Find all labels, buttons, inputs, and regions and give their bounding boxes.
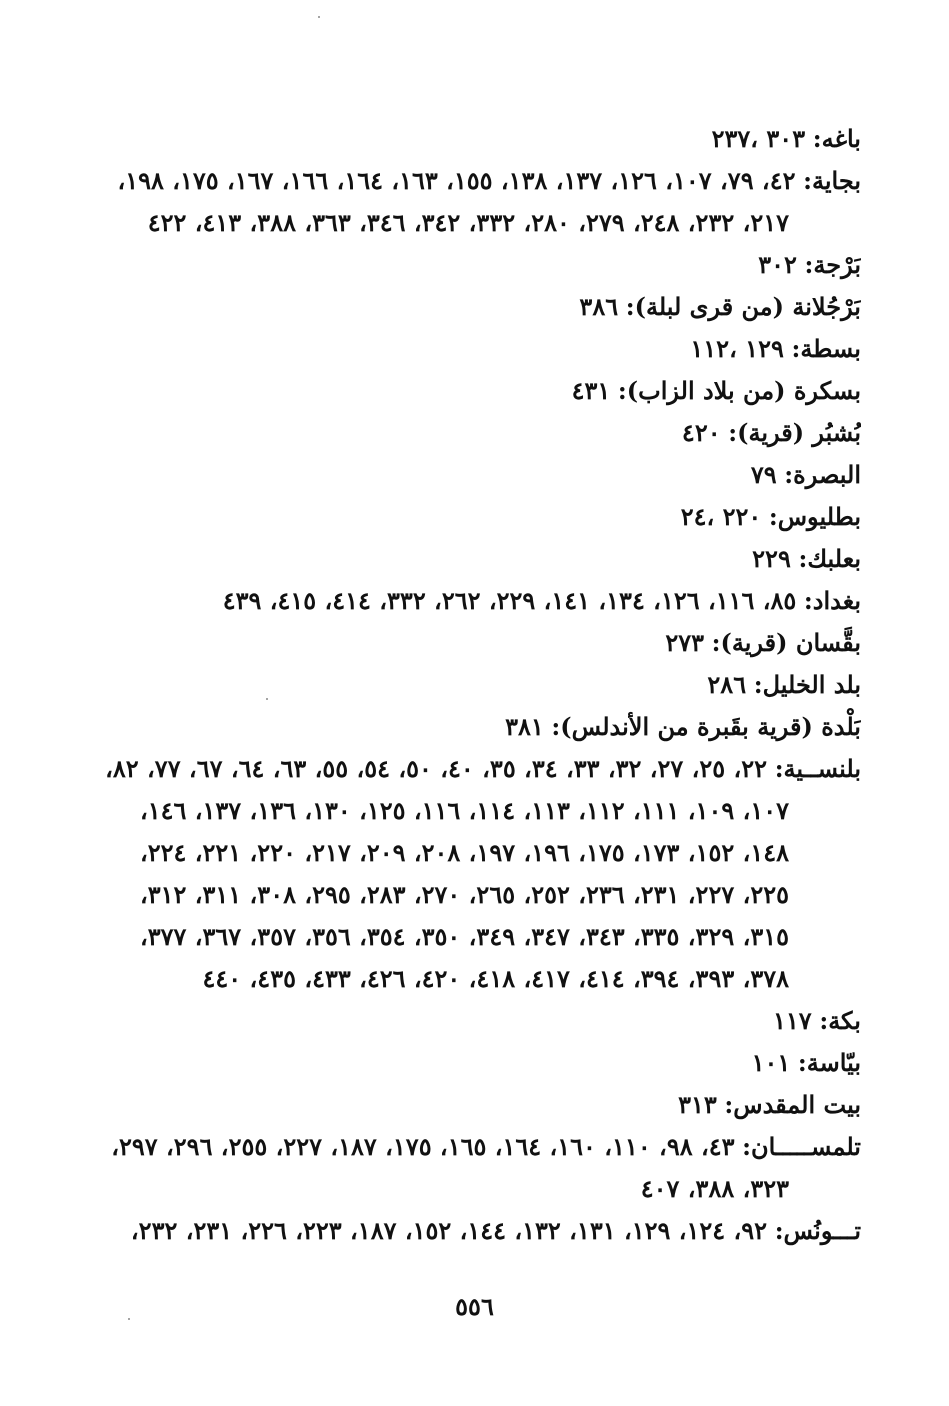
entry-pages: ٢٢٥، ٢٢٧، ٢٣١، ٢٣٦، ٢٥٢، ٢٦٥، ٢٧٠، ٢٨٣، ٢٩٥، ٣٠٨، ٣١١، ٣١٢،: [139, 880, 789, 909]
entry-continuation-line: [71, 790, 861, 832]
entry-continuation-line: [71, 874, 861, 916]
entry-pages: ٣٨٦: [579, 292, 619, 321]
entry-pages: ٣٢٣، ٣٨٨، ٤٠٧: [640, 1174, 789, 1203]
entry-pages: ٨٥، ١١٦، ١٢٦، ١٣٤، ١٤١، ٢٢٩، ٢٦٢، ٣٣٢، ٤١٤، ٤١٥، ٤٣٩: [222, 586, 797, 615]
index-entry: [71, 748, 861, 1000]
index-entry: [71, 664, 861, 706]
index-entry: [71, 118, 861, 160]
entry-pages: ٧٩: [750, 460, 777, 489]
entry-head: باغه:: [812, 124, 861, 153]
entry-pages: ٢٢٠ ،٢٤: [680, 502, 762, 531]
entry-continuation-line: [71, 202, 861, 244]
entry-line: [71, 370, 861, 412]
scan-speck: [266, 698, 268, 700]
index-entry: [71, 286, 861, 328]
entry-pages: ٢١٧، ٢٣٢، ٢٤٨، ٢٧٩، ٢٨٠، ٣٣٢، ٣٤٢، ٣٤٦، ٣٦٣، ٣٨٨، ٤١٣، ٤٢٢: [147, 208, 789, 237]
entry-head: بُشبُر (قرية):: [728, 418, 861, 447]
index-entry: [71, 1084, 861, 1126]
entry-line: [71, 160, 861, 202]
entry-head: بيت المقدس:: [724, 1090, 861, 1119]
entry-pages: ٣٠٣ ،٢٣٧: [711, 124, 806, 153]
entry-head: بَرْجُلانة (من قرى لبلة):: [625, 292, 861, 321]
entry-line: [71, 1084, 861, 1126]
index-entry: [71, 1126, 861, 1210]
index-entry: [71, 1000, 861, 1042]
entry-line: [71, 1126, 861, 1168]
entry-head: بكة:: [819, 1006, 861, 1035]
entry-continuation-line: [71, 916, 861, 958]
entry-head: بَرْجة:: [804, 250, 861, 279]
entry-pages: ٤٣١: [571, 376, 611, 405]
index-entry: [71, 706, 861, 748]
entry-line: [71, 748, 861, 790]
entry-pages: ٢٢٩: [752, 544, 791, 573]
entry-pages: ٢٢، ٢٥، ٢٧، ٣٢، ٣٣، ٣٤، ٣٥، ٤٠، ٥٠، ٥٤، ٥٥، ٦٣، ٦٤، ٦٧، ٧٧، ٨٢،: [105, 754, 768, 783]
entry-head: بقَّسان (قرية):: [711, 628, 861, 657]
entry-pages: ٢٧٣: [665, 628, 704, 657]
entry-head: بلنســية:: [774, 754, 861, 783]
entry-head: البصرة:: [784, 460, 861, 489]
entry-pages: ١١٧: [773, 1006, 812, 1035]
index-entry: [71, 538, 861, 580]
entry-pages: ١٠٧، ١٠٩، ١١١، ١١٢، ١١٣، ١١٤، ١١٦، ١٢٥، ١٣٠، ١٣٦، ١٣٧، ١٤٦،: [139, 796, 789, 825]
entry-pages: ٢٨٦: [707, 670, 747, 699]
entry-pages: ٣٨١: [505, 712, 544, 741]
entry-line: [71, 328, 861, 370]
page-number: ٥٥٦: [455, 1292, 494, 1321]
entry-line: [71, 664, 861, 706]
index-entry: [71, 622, 861, 664]
entry-head: تـــونُس:: [774, 1216, 861, 1245]
entry-line: [71, 1210, 861, 1252]
scan-speck: [318, 16, 320, 18]
entry-head: بلد الخليل:: [753, 670, 861, 699]
entry-pages: ٣٠٢: [758, 250, 797, 279]
entry-continuation-line: [71, 832, 861, 874]
entry-line: [71, 622, 861, 664]
entry-pages: ٩٢، ١٢٤، ١٢٩، ١٣١، ١٣٢، ١٤٤، ١٥٢، ١٨٧، ٢٢٣، ٢٢٦، ٢٣١، ٢٣٢،: [130, 1216, 768, 1245]
entry-line: [71, 118, 861, 160]
index-entry: [71, 370, 861, 412]
entry-line: [71, 286, 861, 328]
entry-pages: ٣١٣: [678, 1090, 717, 1119]
index-entry: [71, 1042, 861, 1084]
entry-pages: ٣٧٨، ٣٩٣، ٣٩٤، ٤١٤، ٤١٧، ٤١٨، ٤٢٠، ٤٢٦، ٤٣٣، ٤٣٥، ٤٤٠: [202, 964, 789, 993]
place-index-list: [71, 118, 861, 1252]
entry-line: [71, 706, 861, 748]
entry-head: بَلْدة (قرية بقَبرة من الأندلس):: [551, 712, 861, 741]
index-entry: [71, 454, 861, 496]
entry-line: [71, 496, 861, 538]
index-entry: [71, 244, 861, 286]
index-entry: [71, 496, 861, 538]
entry-line: [71, 412, 861, 454]
entry-head: بيّاسة:: [797, 1048, 861, 1077]
index-entry: [71, 580, 861, 622]
scan-speck: [128, 1318, 130, 1320]
entry-head: تلمســـــان:: [742, 1132, 861, 1161]
entry-line: [71, 1000, 861, 1042]
entry-pages: ٣١٥، ٣٢٩، ٣٣٥، ٣٤٣، ٣٤٧، ٣٤٩، ٣٥٠، ٣٥٤، ٣٥٦، ٣٥٧، ٣٦٧، ٣٧٧،: [139, 922, 789, 951]
entry-continuation-line: [71, 1168, 861, 1210]
entry-line: [71, 1042, 861, 1084]
entry-line: [71, 454, 861, 496]
entry-line: [71, 538, 861, 580]
entry-pages: ١٤٨، ١٥٢، ١٧٣، ١٧٥، ١٩٦، ١٩٧، ٢٠٨، ٢٠٩، ٢١٧، ٢٢٠، ٢٢١، ٢٢٤،: [139, 838, 789, 867]
entry-pages: ٤٢، ٧٩، ١٠٧، ١٢٦، ١٣٧، ١٣٨، ١٥٥، ١٦٣، ١٦٤، ١٦٦، ١٦٧، ١٧٥، ١٩٨،: [117, 166, 796, 195]
entry-head: بغداد:: [803, 586, 861, 615]
entry-pages: ٤٢٠: [681, 418, 721, 447]
entry-pages: ٤٣، ٩٨، ١١٠، ١٦٠، ١٦٤، ١٦٥، ١٧٥، ١٨٧، ٢٢٧، ٢٥٥، ٢٩٦، ٢٩٧،: [111, 1132, 735, 1161]
entry-line: [71, 244, 861, 286]
entry-head: بطليوس:: [768, 502, 861, 531]
index-entry: [71, 412, 861, 454]
entry-head: بعلبك:: [798, 544, 861, 573]
entry-head: بجاية:: [803, 166, 861, 195]
entry-head: بسطة:: [791, 334, 861, 363]
entry-pages: ١٢٩ ،١١٢: [690, 334, 784, 363]
index-entry: [71, 1210, 861, 1252]
index-entry: [71, 160, 861, 244]
entry-pages: ١٠١: [751, 1048, 791, 1077]
entry-line: [71, 580, 861, 622]
entry-continuation-line: [71, 958, 861, 1000]
index-entry: [71, 328, 861, 370]
entry-head: بسكرة (من بلاد الزاب):: [617, 376, 861, 405]
